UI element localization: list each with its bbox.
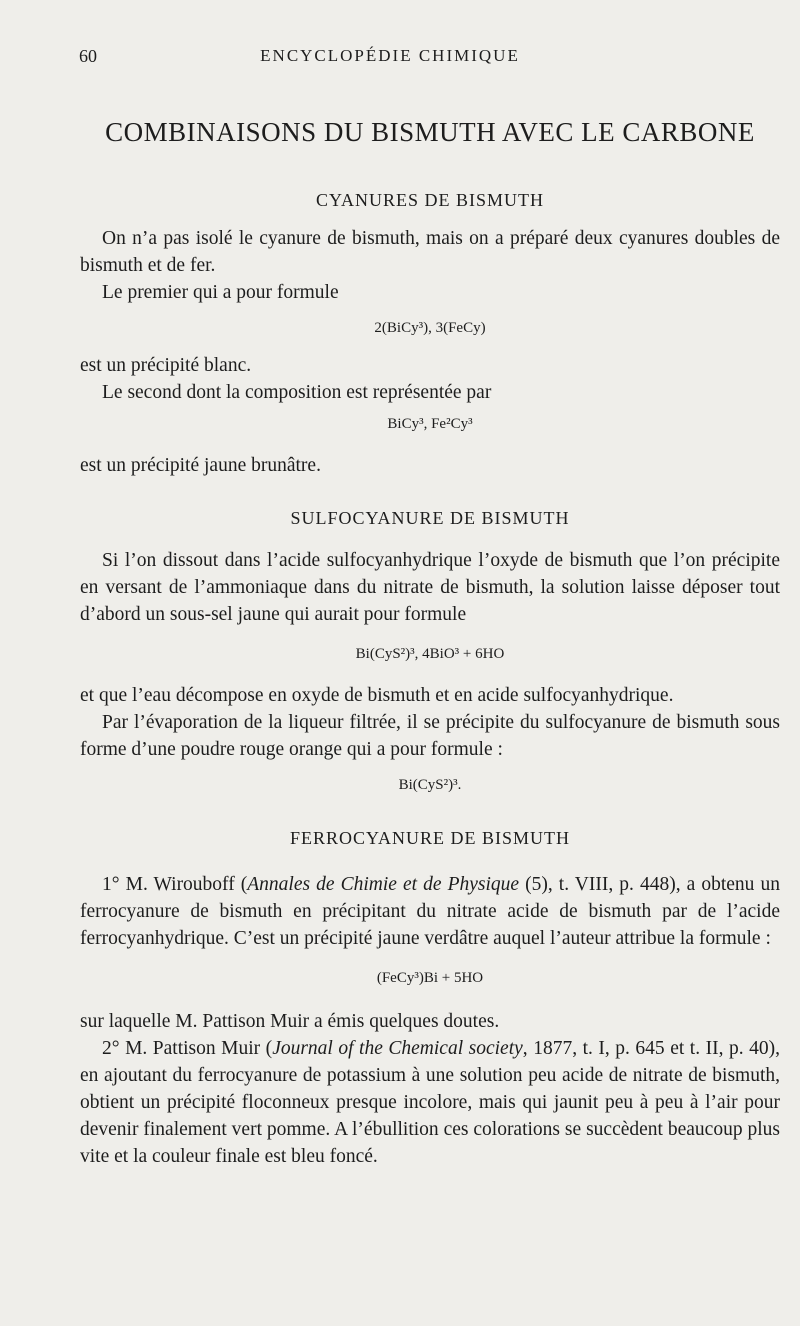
chemical-formula: BiCy³, Fe²Cy³ [387,416,473,432]
section-heading-cyanures: CYANURES DE BISMUTH [315,190,545,210]
chemical-formula: 2(BiCy³), 3(FeCy) [374,320,486,336]
journal-title: Journal of the Chemical society [272,1038,523,1059]
paragraph: Par l’évaporation de la liqueur filtrée, il se précipite du sulfocyanure de bismuth sous forme d’une poudre rouge orange qui a pour formule : [80,712,780,760]
journal-title: Annales de Chimie et de Physique [247,874,520,895]
paragraph: sur laquelle M. Pattison Muir a émis quelques doutes. [80,1011,500,1032]
paragraph: et que l’eau décompose en oxyde de bismuth et en acide sulfocyanhydrique. [80,685,674,706]
text-run: (5), t. VIII, p. 448), a obtenu un ferrocyanure de bismuth en précipitant du nitrate acide de bismuth par de l’acide ferrocyanhydrique. C’est un précipité jaune verdâtre auquel l’auteur attribue la formule : [80,874,780,949]
text-run: 1° M. Wirouboff ( [102,874,248,895]
paragraph: est un précipité blanc. [80,355,252,376]
paragraph: Le premier qui a pour formule [102,282,339,303]
paragraph: est un précipité jaune brunâtre. [80,455,321,476]
section-heading-sulfocyanure: SULFOCYANURE DE BISMUTH [290,508,570,528]
paragraph-pattison-muir [80,1035,780,1170]
text-run: 2° M. Pattison Muir ( [102,1038,273,1059]
paragraph: On n’a pas isolé le cyanure de bismuth, mais on a préparé deux cyanures doubles de bismuth et de fer. [80,228,780,276]
paragraph: Si l’on dissout dans l’acide sulfocyanhydrique l’oxyde de bismuth que l’on précipite en versant de l’ammoniaque dans du nitrate de bismuth, la solution laisse déposer tout d’abord un sous-sel jaune qui aurait pour formule [80,550,780,625]
main-title: COMBINAISONS DU BISMUTH AVEC LE CARBONE [105,117,755,147]
page-number: 60 [79,46,97,66]
chemical-formula: Bi(CyS²)³, 4BiO³ + 6HO [355,646,505,662]
paragraph: Le second dont la composition est représentée par [102,382,492,403]
text-run: , 1877, t. I, p. 645 et t. II, p. 40), en ajoutant du ferrocyanure de potassium à une solution peu acide de nitrate de bismuth, obtient un précipité floconneux presque incolore, mais qui jaunit peu à peu à l’air pour devenir finalement vert pomme. A l’ébullition ces colorations se succèdent beaucoup plus vite et la couleur finale est bleu foncé. [80,1038,780,1167]
page-header [0,46,800,70]
chemical-formula: (FeCy³)Bi + 5HO [376,970,484,986]
paragraph-wirouboff [80,871,780,952]
section-heading-ferrocyanure: FERROCYANURE DE BISMUTH [289,828,571,848]
page-content [80,114,780,1170]
running-title: ENCYCLOPÉDIE CHIMIQUE [260,46,520,65]
chemical-formula: Bi(CyS²)³. [398,777,462,793]
